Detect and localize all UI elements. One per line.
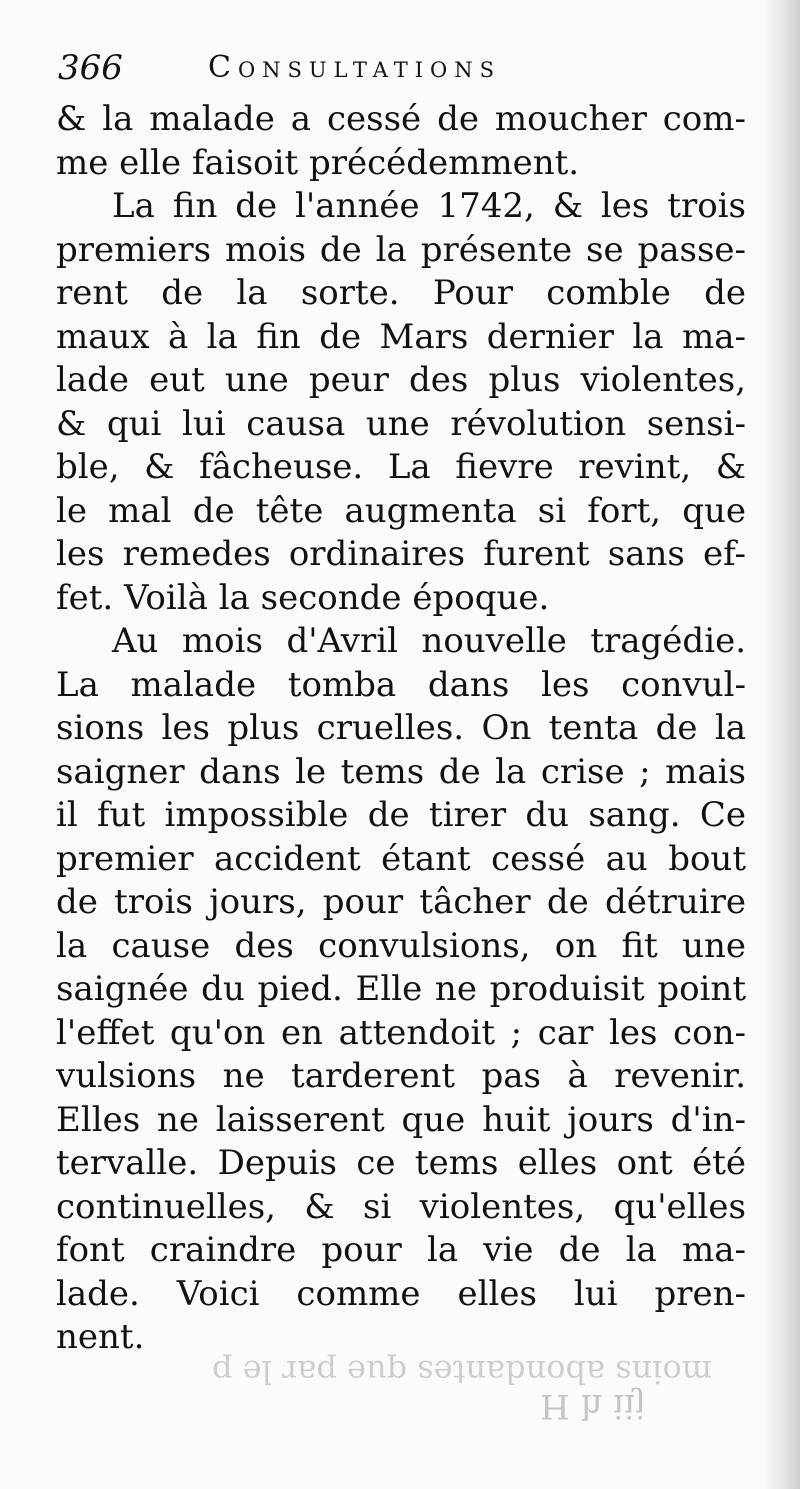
text-line: le mal de tête augmenta si fort, que [56,490,746,531]
text-line: me elle faisoit précédemment. [56,142,580,183]
text-line: & qui lui causa une révolution sensi- [56,403,746,444]
paragraph-start-line: La fin de l'année 1742, & les trois [112,186,746,226]
text-line: & la malade a cessé de moucher com- [56,99,746,139]
text-line: les remedes ordinaires furent sans ef- [56,534,746,574]
text-line: saignée du pied. Elle ne produisit point [56,969,746,1009]
running-head: Consultations [208,50,502,85]
show-through-text: moins abondantes que par le p [212,1353,713,1391]
show-through-signature: H h iij [540,1386,646,1426]
text-line: saigner dans le tems de la crise ; mais [56,751,746,792]
text-line: de trois jours, pour tâcher de détruire [56,882,746,922]
text-line: sions les plus cruelles. On tenta de la [56,708,746,748]
text-line: lade eut une peur des plus violentes, [56,360,746,400]
text-line: premiers mois de la présente se passe- [56,229,746,270]
text-line: nent. [56,1317,145,1357]
text-line: La malade tomba dans les convul- [56,664,746,705]
body-text [56,98,746,1360]
text-line: continuelles, & si violentes, qu'elles [56,1186,746,1227]
text-line: rent de la sorte. Pour comble de [56,273,746,313]
page-edge-shadow [762,0,800,1489]
text-line: fet. Voilà la seconde époque. [56,577,550,618]
text-line: l'effet qu'on en attendoit ; car les con- [56,1012,746,1053]
text-line: la cause des convulsions, on fit une [56,925,746,966]
paragraph-start-line: Au mois d'Avril nouvelle tragédie. [112,621,746,661]
text-line: ble, & fâcheuse. La fievre revint, & [56,447,746,487]
text-line: Elles ne laisserent que huit jours d'in- [56,1099,746,1140]
text-line: tervalle. Depuis ce tems elles ont été [56,1143,746,1183]
text-line: lade. Voici comme elles lui pren- [56,1273,746,1314]
text-line: vulsions ne tarderent pas à revenir. [56,1056,746,1096]
page-number: 366 [58,48,123,88]
page-header [58,46,748,90]
text-line: il fut impossible de tirer du sang. Ce [56,795,746,835]
text-line: font craindre pour la vie de la ma- [56,1230,746,1270]
text-line: premier accident étant cessé au bout [56,838,746,879]
text-line: maux à la fin de Mars dernier la ma- [56,316,746,357]
